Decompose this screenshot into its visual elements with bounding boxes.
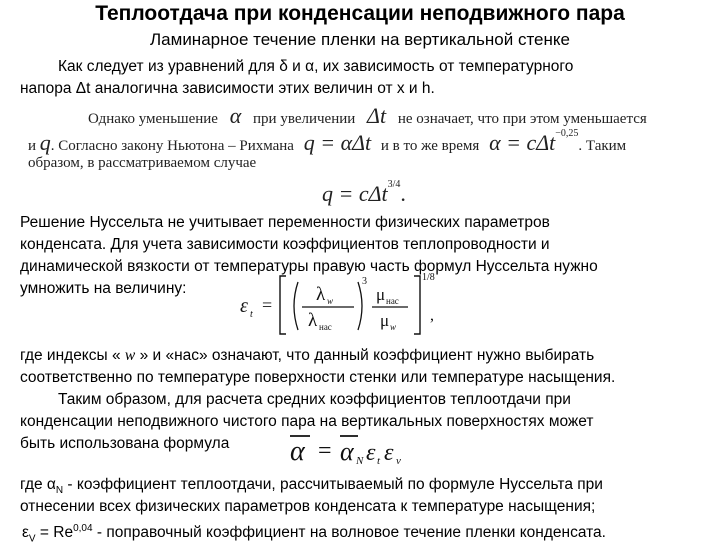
svg-text:нас: нас [386,296,399,306]
svg-text:α: α [290,436,305,467]
nusselt-line-3: динамической вязкости от температуры правую часть формул Нуссельта нужно [20,258,598,275]
scan-line-2: и q. Согласно закону Ньютона – Рихмана q = αΔt и в то же время α = cΔt$^{-0,25}$. Таким [28,128,627,155]
svg-text:3: 3 [362,276,367,287]
svg-text:w: w [327,296,334,306]
intro-line-1: Как следует из уравнений для δ и α, их зависимость от температурного [58,58,574,75]
footer-line-1: где $\alpha_N$ - коэффициент теплоотдачи, рассчитываемый по формуле Нуссельта при [20,476,603,497]
formula-q: q = cΔt$^{3/4}$. [322,179,406,206]
svg-text:λ: λ [316,284,326,305]
indices-line-5: быть использована формула [20,435,230,452]
svg-text:1/8: 1/8 [422,272,435,283]
average-alpha-formula [286,428,416,470]
indices-line-4: конденсации неподвижного чистого пара на вертикальных поверхностях может [20,413,594,430]
svg-text:μ: μ [376,285,386,304]
intro-line-2: напора Δt аналогична зависимости этих величин от x и h. [20,80,435,97]
svg-text:N: N [356,455,364,467]
svg-text:v: v [396,455,401,467]
svg-text:λ: λ [308,310,318,331]
svg-text:α: α [340,437,354,466]
scan-line-3: образом, в рассматриваемом случае [28,155,257,171]
svg-text:нас: нас [319,322,332,332]
svg-text:=: = [262,295,273,315]
page-subtitle: Ламинарное течение пленки на вертикальной стенке [150,30,570,49]
nusselt-line-2: конденсата. Для учета зависимости коэффициентов теплопроводности и [20,236,550,253]
svg-text:w: w [390,322,397,332]
svg-text:t: t [377,455,381,467]
svg-text:=: = [318,438,332,464]
page-title: Теплоотдача при конденсации неподвижного пара [95,2,625,25]
svg-text:t: t [250,309,253,320]
indices-line-2: соответственно по температуре поверхности стенки или температуре насыщения. [20,369,616,386]
indices-line-3: Таким образом, для расчета средних коэффициентов теплоотдачи при [58,391,571,408]
svg-text:ε: ε [384,440,394,466]
footer-line-3: $\varepsilon_V = Re^{0,04}$ - поправочный коэффициент на волновое течение пленки конденсата. [22,523,606,545]
nusselt-line-1: Решение Нуссельта не учитывает переменности физических параметров [20,214,550,231]
svg-text:,: , [430,307,434,324]
nusselt-line-4: умножить на величину: [20,280,187,297]
correction-formula [236,268,446,342]
scan-line-1: Однако уменьшение α при увеличении Δt не означает, что при этом уменьшается [88,103,647,128]
svg-text:ε: ε [366,440,376,466]
footer-line-2: отнесении всех физических параметров конденсата к температуре насыщения; [20,498,596,515]
indices-line-1: где индексы « w » и «нас» означают, что данный коэффициент нужно выбирать [20,347,595,364]
svg-text:μ: μ [380,311,390,330]
formula-epsilon: ε [240,295,248,317]
